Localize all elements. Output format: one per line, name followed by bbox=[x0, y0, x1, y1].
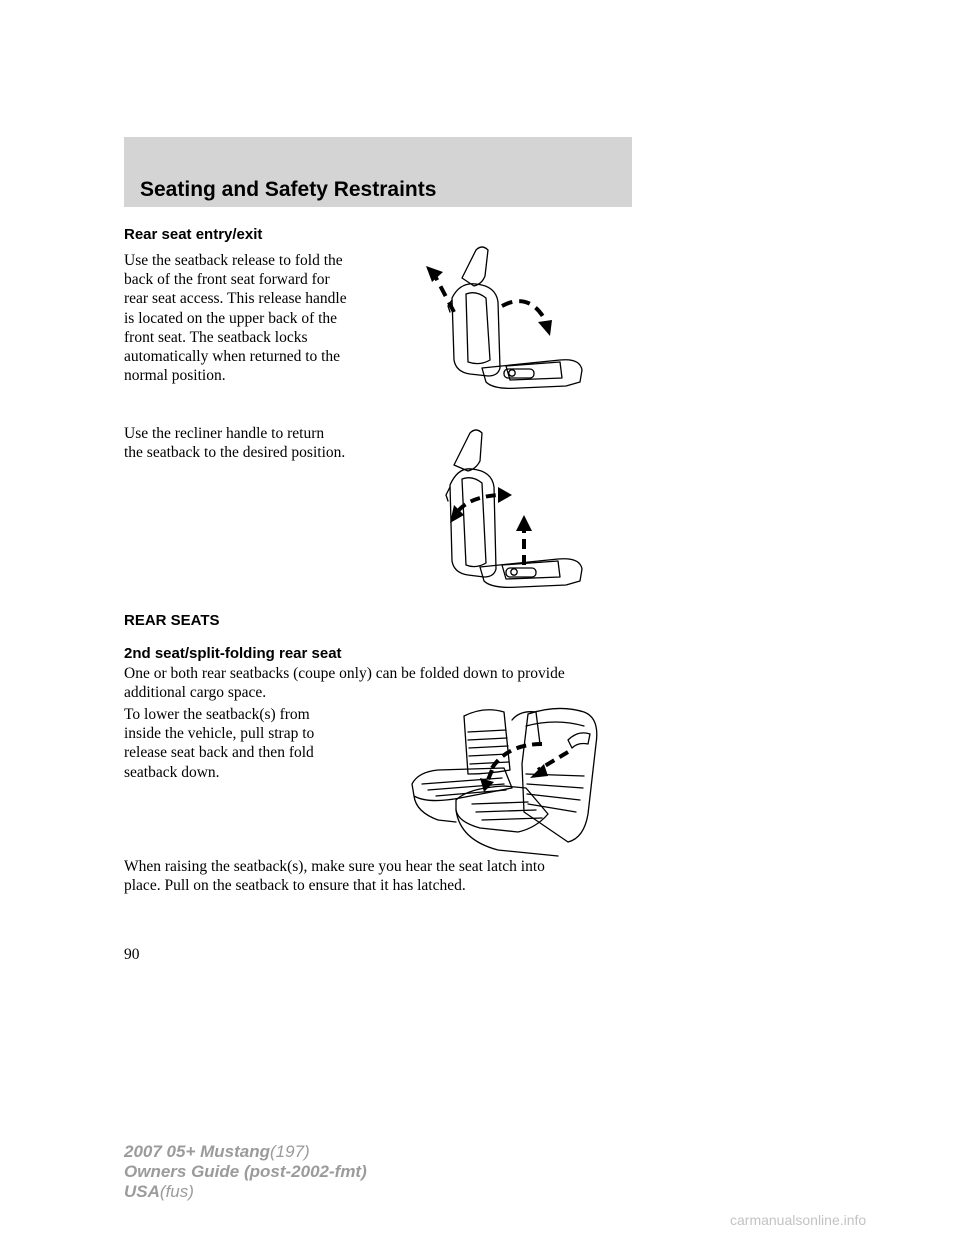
paragraph-recliner-handle: Use the recliner handle to return the seatback to the desired position. bbox=[124, 425, 346, 462]
page-title: Seating and Safety Restraints bbox=[140, 178, 437, 201]
seat-recliner-illustration bbox=[440, 425, 600, 595]
rear-seat-fold-illustration bbox=[408, 704, 604, 864]
paragraph-fold-down: One or both rear seatbacks (coupe only) can be folded down to provide additional cargo space. bbox=[124, 665, 565, 702]
section-heading-rear-seats: REAR SEATS bbox=[124, 612, 220, 629]
section-heading-rear-seat-entry: Rear seat entry/exit bbox=[124, 226, 263, 243]
subheading-split-folding-seat: 2nd seat/split-folding rear seat bbox=[124, 645, 342, 662]
paragraph-raise-seatback: When raising the seatback(s), make sure you hear the seat latch into place. Pull on the seatback to ensure that it has latched. bbox=[124, 858, 545, 895]
watermark: carmanualsonline.info bbox=[730, 1212, 867, 1228]
paragraph-lower-seatback: To lower the seatback(s) from inside the vehicle, pull strap to release seat back and then fold seatback down. bbox=[124, 706, 315, 781]
paragraph-seatback-release: Use the seatback release to fold the back of the front seat forward for rear seat access. This release handle is located on the upper back of the front seat. The seatback locks automatically when returned to the normal position. bbox=[124, 252, 347, 385]
page-number: 90 bbox=[124, 946, 140, 963]
seat-fold-forward-illustration bbox=[410, 240, 600, 390]
document-footer: 2007 05+ Mustang(197) Owners Guide (post-2002-fmt) USA(fus) bbox=[124, 1142, 367, 1201]
